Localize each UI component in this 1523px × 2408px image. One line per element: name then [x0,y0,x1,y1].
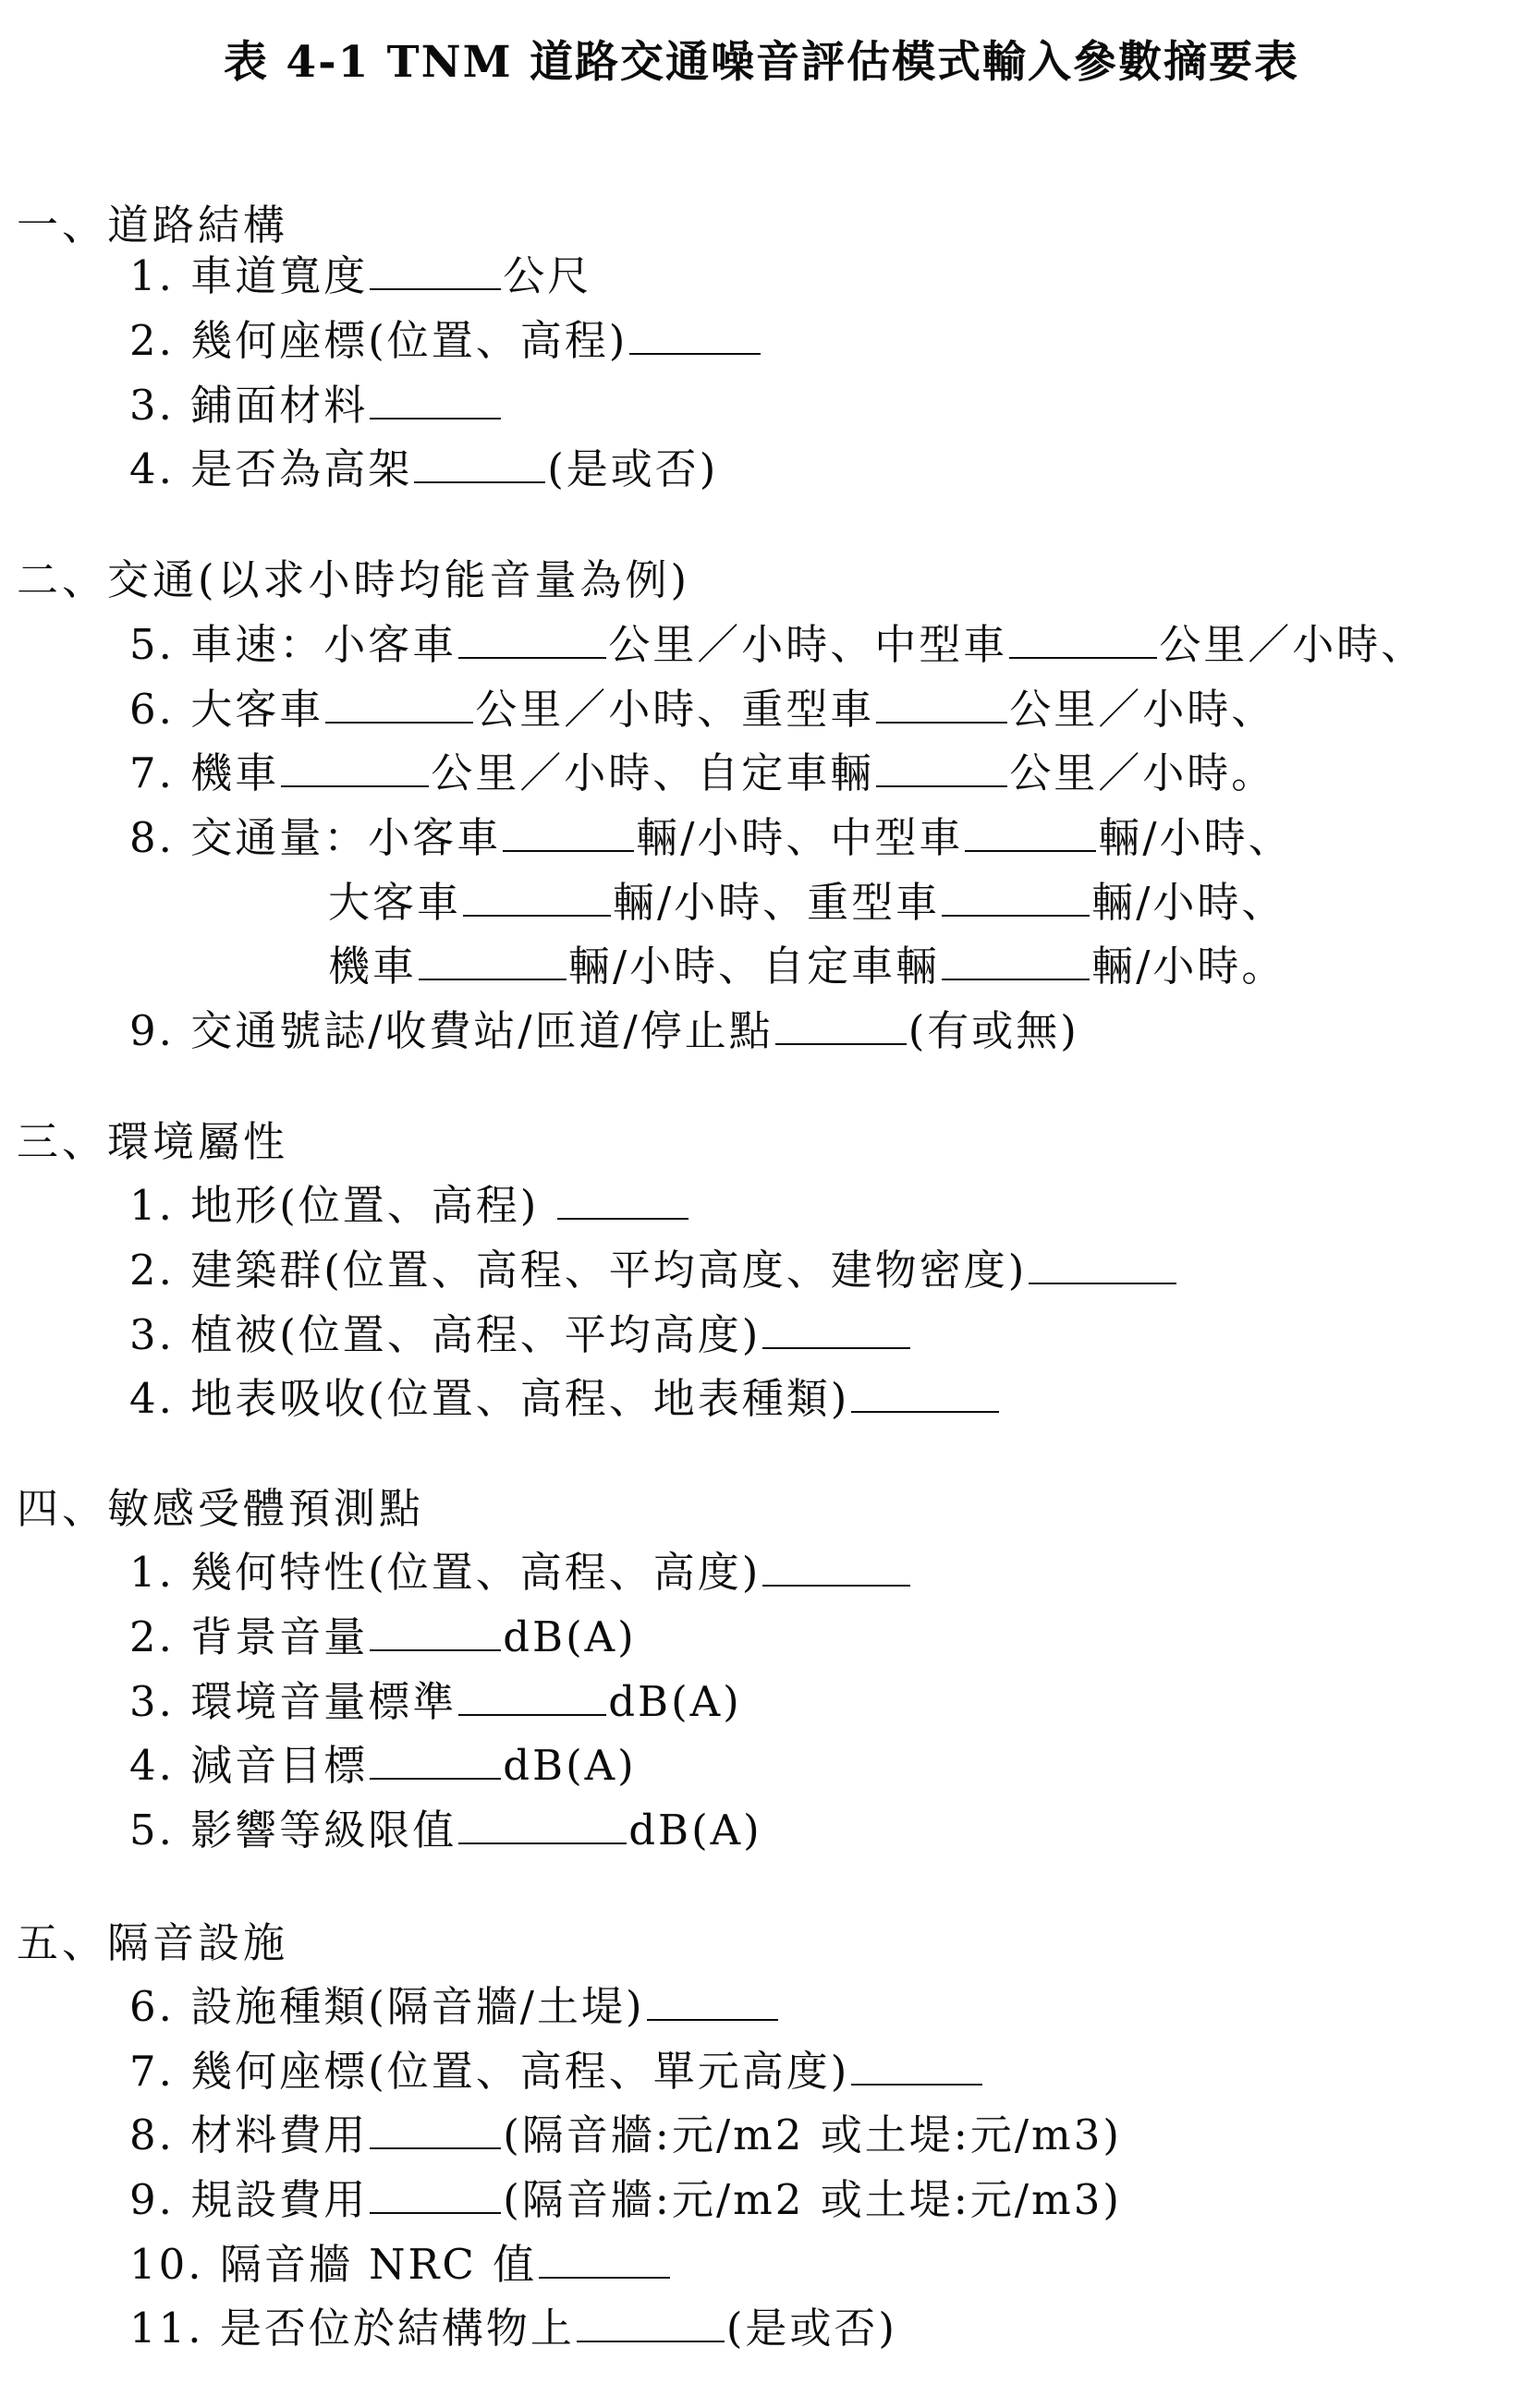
item-traffic-signals: 9. 交通號誌/收費站/匝道/停止點 (有或無) [129,1006,1079,1055]
item-lane-width: 1. 車道寬度 公尺 [129,251,592,300]
section-heading-barriers: 五、隔音設施 [17,1918,289,1967]
item-impact-limit: 5. 影響等級限值 dB(A) [129,1806,762,1855]
section-heading-environment: 三、環境屬性 [17,1117,289,1166]
item-elevated: 4. 是否為高架 (是或否) [129,444,719,493]
item-on-structure: 11. 是否位於結構物上 (是或否) [129,2304,897,2353]
item-vehicle-speed: 5. 車速：小客車 公里／小時、中型車 公里／小時、 [129,620,1426,669]
item-reduction-target: 4. 減音目標 dB(A) [129,1741,637,1790]
item-geometry-characteristics: 1. 幾何特性(位置、高程、高度) [129,1538,912,1599]
item-traffic-volume-bus: 大客車 輛/小時、重型車 輛/小時、 [328,878,1286,927]
item-pavement-material: 3. 鋪面材料 [129,371,503,432]
item-nrc-value: 10. 隔音牆 NRC 值 [129,2231,672,2291]
section-heading-receptors: 四、敏感受體預測點 [17,1484,425,1533]
page-title: 表 4-1 TNM 道路交通噪音評估模式輸入參數摘要表 [224,37,1299,88]
item-barrier-geometry: 7. 幾何座標(位置、高程、單元高度) [129,2037,984,2098]
item-material-cost: 8. 材料費用 (隔音牆:元/m2 或土堤:元/m3) [129,2110,1122,2159]
item-ground-absorption: 4. 地表吸收(位置、高程、地表種類) [129,1365,1001,1425]
item-building-group: 2. 建築群(位置、高程、平均高度、建物密度) [129,1236,1178,1296]
section-heading-road-structure: 一、道路結構 [17,201,289,249]
item-traffic-volume-motorcycle: 機車 輛/小時、自定車輛 輛/小時。 [328,942,1286,991]
item-vegetation: 3. 植被(位置、高程、平均高度) [129,1301,912,1361]
item-motorcycle-speed: 7. 機車 公里／小時、自定車輛 公里／小時。 [129,748,1276,797]
item-facility-type: 6. 設施種類(隔音牆/土堤) [129,1973,780,2033]
item-design-cost: 9. 規設費用 (隔音牆:元/m2 或土堤:元/m3) [129,2175,1122,2224]
item-background-level: 2. 背景音量 dB(A) [129,1612,637,1661]
section-heading-traffic: 二、交通(以求小時均能音量為例) [17,555,691,604]
item-terrain: 1. 地形(位置、高程) [129,1172,690,1232]
item-geometry-coords: 2. 幾何座標(位置、高程) [129,307,762,367]
item-traffic-volume: 8. 交通量：小客車 輛/小時、中型車 輛/小時、 [129,813,1293,862]
item-environment-standard: 3. 環境音量標準 dB(A) [129,1677,742,1726]
item-bus-speed: 6. 大客車 公里／小時、重型車 公里／小時、 [129,685,1276,734]
